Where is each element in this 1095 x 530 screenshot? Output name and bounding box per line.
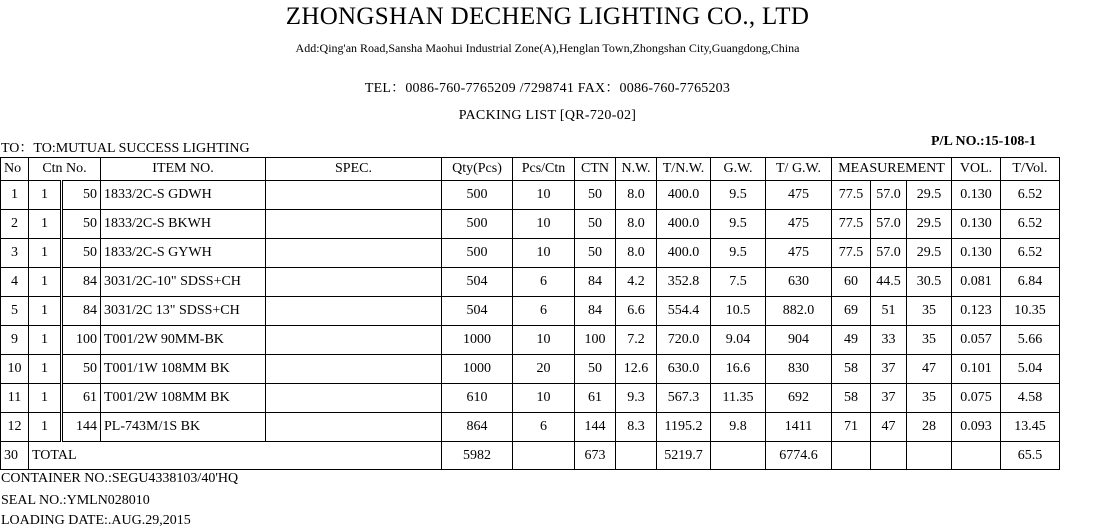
item-no-cell: PL-743M/1S BK <box>101 413 266 442</box>
total-nw-empty <box>616 442 657 470</box>
total-pcs-ctn-empty <box>513 442 575 470</box>
volume-cell: 0.081 <box>952 268 1001 297</box>
gross-weight-cell: 9.8 <box>711 413 766 442</box>
qty-cell: 1000 <box>442 355 513 384</box>
col-header-tnw: T/N.W. <box>657 158 711 181</box>
pcs-per-ctn-cell: 6 <box>513 268 575 297</box>
table-row <box>1 326 1060 355</box>
total-net-weight-cell: 400.0 <box>657 239 711 268</box>
col-header-ctn-no: Ctn No. <box>29 158 101 181</box>
col-header-pcs-ctn: Pcs/Ctn <box>513 158 575 181</box>
total-net-weight: 5219.7 <box>657 442 711 470</box>
col-header-nw: N.W. <box>616 158 657 181</box>
total-volume-cell: 13.45 <box>1001 413 1060 442</box>
col-header-tvol: T/Vol. <box>1001 158 1060 181</box>
total-gross-weight-cell: 475 <box>766 210 832 239</box>
ctn-from-cell: 1 <box>29 384 62 413</box>
total-net-weight-cell: 554.4 <box>657 297 711 326</box>
item-no-cell: T001/2W 90MM-BK <box>101 326 266 355</box>
total-gross-weight-cell: 475 <box>766 239 832 268</box>
item-no-cell: 3031/2C 13" SDSS+CH <box>101 297 266 326</box>
col-header-measurement: MEASUREMENT <box>832 158 952 181</box>
measurement-height-cell: 29.5 <box>907 210 952 239</box>
spec-cell <box>266 355 442 384</box>
gross-weight-cell: 7.5 <box>711 268 766 297</box>
qty-cell: 500 <box>442 181 513 210</box>
table-row <box>1 239 1060 268</box>
measurement-width-cell: 37 <box>871 355 907 384</box>
total-volume-cell: 6.52 <box>1001 181 1060 210</box>
gross-weight-cell: 11.35 <box>711 384 766 413</box>
row-no-cell: 11 <box>1 384 29 413</box>
pcs-per-ctn-cell: 10 <box>513 326 575 355</box>
row-no-cell: 1 <box>1 181 29 210</box>
total-gross-weight-cell: 882.0 <box>766 297 832 326</box>
spec-cell <box>266 413 442 442</box>
pcs-per-ctn-cell: 10 <box>513 239 575 268</box>
row-no-cell: 12 <box>1 413 29 442</box>
gross-weight-cell: 9.5 <box>711 239 766 268</box>
measurement-height-cell: 30.5 <box>907 268 952 297</box>
ctn-count-cell: 50 <box>575 239 616 268</box>
col-header-no: No <box>1 158 29 181</box>
spec-cell <box>266 268 442 297</box>
volume-cell: 0.130 <box>952 210 1001 239</box>
qty-cell: 504 <box>442 268 513 297</box>
measurement-width-cell: 57.0 <box>871 210 907 239</box>
row-no-cell: 5 <box>1 297 29 326</box>
total-net-weight-cell: 630.0 <box>657 355 711 384</box>
measurement-length-cell: 49 <box>832 326 871 355</box>
total-m2-empty <box>871 442 907 470</box>
table-row <box>1 297 1060 326</box>
total-gross-weight-cell: 904 <box>766 326 832 355</box>
pcs-per-ctn-cell: 10 <box>513 384 575 413</box>
measurement-width-cell: 44.5 <box>871 268 907 297</box>
ctn-from-cell: 1 <box>29 355 62 384</box>
total-gw-empty <box>711 442 766 470</box>
col-header-qty: Qty(Pcs) <box>442 158 513 181</box>
gross-weight-cell: 16.6 <box>711 355 766 384</box>
gross-weight-cell: 10.5 <box>711 297 766 326</box>
measurement-length-cell: 71 <box>832 413 871 442</box>
row-no-cell: 10 <box>1 355 29 384</box>
total-volume-cell: 6.84 <box>1001 268 1060 297</box>
packing-table <box>0 157 1060 470</box>
row-no-cell: 9 <box>1 326 29 355</box>
pcs-per-ctn-cell: 6 <box>513 297 575 326</box>
ctn-from-cell: 1 <box>29 239 62 268</box>
qty-cell: 1000 <box>442 326 513 355</box>
measurement-height-cell: 28 <box>907 413 952 442</box>
recipient: TO：TO:MUTUAL SUCCESS LIGHTING <box>1 141 250 156</box>
measurement-length-cell: 58 <box>832 384 871 413</box>
col-header-spec: SPEC. <box>266 158 442 181</box>
spec-cell <box>266 326 442 355</box>
qty-cell: 500 <box>442 210 513 239</box>
col-header-tgw: T/ G.W. <box>766 158 832 181</box>
document-title: PACKING LIST [QR-720-02] <box>458 108 637 123</box>
measurement-width-cell: 57.0 <box>871 181 907 210</box>
net-weight-cell: 8.0 <box>616 239 657 268</box>
measurement-height-cell: 35 <box>907 297 952 326</box>
total-qty: 5982 <box>442 442 513 470</box>
total-gross-weight-cell: 692 <box>766 384 832 413</box>
measurement-height-cell: 35 <box>907 384 952 413</box>
measurement-width-cell: 47 <box>871 413 907 442</box>
qty-cell: 500 <box>442 239 513 268</box>
ctn-count-cell: 144 <box>575 413 616 442</box>
table-row <box>1 355 1060 384</box>
gross-weight-cell: 9.5 <box>711 210 766 239</box>
total-gross-weight: 6774.6 <box>766 442 832 470</box>
total-count: 30 <box>1 442 29 470</box>
net-weight-cell: 8.3 <box>616 413 657 442</box>
table-row <box>1 210 1060 239</box>
spec-cell <box>266 181 442 210</box>
measurement-height-cell: 29.5 <box>907 181 952 210</box>
item-no-cell: 1833/2C-S BKWH <box>101 210 266 239</box>
spec-cell <box>266 297 442 326</box>
seal-number: SEAL NO.:YMLN028010 <box>1 493 150 508</box>
net-weight-cell: 8.0 <box>616 210 657 239</box>
item-no-cell: T001/2W 108MM BK <box>101 384 266 413</box>
ctn-count-cell: 50 <box>575 181 616 210</box>
total-volume-cell: 6.52 <box>1001 210 1060 239</box>
total-volume-cell: 6.52 <box>1001 239 1060 268</box>
total-m3-empty <box>907 442 952 470</box>
total-vol-empty <box>952 442 1001 470</box>
row-no-cell: 2 <box>1 210 29 239</box>
item-no-cell: 3031/2C-10" SDSS+CH <box>101 268 266 297</box>
table-row <box>1 413 1060 442</box>
total-net-weight-cell: 352.8 <box>657 268 711 297</box>
spec-cell <box>266 384 442 413</box>
ctn-from-cell: 1 <box>29 326 62 355</box>
volume-cell: 0.130 <box>952 239 1001 268</box>
total-ctn: 673 <box>575 442 616 470</box>
total-gross-weight-cell: 1411 <box>766 413 832 442</box>
ctn-to-cell: 50 <box>62 181 101 210</box>
volume-cell: 0.093 <box>952 413 1001 442</box>
qty-cell: 504 <box>442 297 513 326</box>
header-row <box>1 158 1060 181</box>
pcs-per-ctn-cell: 6 <box>513 413 575 442</box>
measurement-length-cell: 77.5 <box>832 239 871 268</box>
measurement-width-cell: 57.0 <box>871 239 907 268</box>
total-gross-weight-cell: 630 <box>766 268 832 297</box>
net-weight-cell: 9.3 <box>616 384 657 413</box>
gross-weight-cell: 9.5 <box>711 181 766 210</box>
table-row <box>1 384 1060 413</box>
total-volume-cell: 10.35 <box>1001 297 1060 326</box>
total-gross-weight-cell: 475 <box>766 181 832 210</box>
measurement-length-cell: 58 <box>832 355 871 384</box>
ctn-from-cell: 1 <box>29 210 62 239</box>
total-net-weight-cell: 1195.2 <box>657 413 711 442</box>
net-weight-cell: 12.6 <box>616 355 657 384</box>
ctn-count-cell: 50 <box>575 355 616 384</box>
total-label: TOTAL <box>29 442 442 470</box>
ctn-from-cell: 1 <box>29 297 62 326</box>
volume-cell: 0.123 <box>952 297 1001 326</box>
volume-cell: 0.101 <box>952 355 1001 384</box>
col-header-gw: G.W. <box>711 158 766 181</box>
measurement-width-cell: 37 <box>871 384 907 413</box>
total-m1-empty <box>832 442 871 470</box>
total-volume-cell: 5.04 <box>1001 355 1060 384</box>
measurement-length-cell: 77.5 <box>832 210 871 239</box>
ctn-to-cell: 84 <box>62 268 101 297</box>
ctn-count-cell: 61 <box>575 384 616 413</box>
measurement-width-cell: 33 <box>871 326 907 355</box>
container-number: CONTAINER NO.:SEGU4338103/40'HQ <box>1 471 239 486</box>
measurement-height-cell: 47 <box>907 355 952 384</box>
pcs-per-ctn-cell: 20 <box>513 355 575 384</box>
ctn-to-cell: 144 <box>62 413 101 442</box>
spec-cell <box>266 239 442 268</box>
measurement-length-cell: 77.5 <box>832 181 871 210</box>
ctn-to-cell: 50 <box>62 355 101 384</box>
total-row <box>1 442 1060 470</box>
gross-weight-cell: 9.04 <box>711 326 766 355</box>
total-net-weight-cell: 400.0 <box>657 210 711 239</box>
net-weight-cell: 4.2 <box>616 268 657 297</box>
item-no-cell: 1833/2C-S GYWH <box>101 239 266 268</box>
loading-date: LOADING DATE:.AUG.29,2015 <box>1 513 191 528</box>
ctn-from-cell: 1 <box>29 268 62 297</box>
ctn-from-cell: 1 <box>29 413 62 442</box>
measurement-length-cell: 60 <box>832 268 871 297</box>
volume-cell: 0.057 <box>952 326 1001 355</box>
table-row <box>1 181 1060 210</box>
measurement-width-cell: 51 <box>871 297 907 326</box>
item-no-cell: 1833/2C-S GDWH <box>101 181 266 210</box>
ctn-to-cell: 100 <box>62 326 101 355</box>
ctn-to-cell: 50 <box>62 210 101 239</box>
pcs-per-ctn-cell: 10 <box>513 181 575 210</box>
contact-line: TEL：0086-760-7765209 /7298741 FAX：0086-760-7765203 <box>364 81 731 96</box>
pcs-per-ctn-cell: 10 <box>513 210 575 239</box>
ctn-to-cell: 61 <box>62 384 101 413</box>
company-address: Add:Qing'an Road,Sansha Maohui Industrial Zone(A),Henglan Town,Zhongshan City,Guangdong,China <box>295 41 800 55</box>
measurement-height-cell: 35 <box>907 326 952 355</box>
net-weight-cell: 7.2 <box>616 326 657 355</box>
col-header-item-no: ITEM NO. <box>101 158 266 181</box>
ctn-count-cell: 50 <box>575 210 616 239</box>
total-volume-cell: 4.58 <box>1001 384 1060 413</box>
pl-number: P/L NO.:15-108-1 <box>931 134 1036 149</box>
total-volume: 65.5 <box>1001 442 1060 470</box>
ctn-count-cell: 84 <box>575 297 616 326</box>
row-no-cell: 4 <box>1 268 29 297</box>
measurement-height-cell: 29.5 <box>907 239 952 268</box>
ctn-count-cell: 84 <box>575 268 616 297</box>
ctn-from-cell: 1 <box>29 181 62 210</box>
net-weight-cell: 8.0 <box>616 181 657 210</box>
total-net-weight-cell: 720.0 <box>657 326 711 355</box>
row-no-cell: 3 <box>1 239 29 268</box>
measurement-length-cell: 69 <box>832 297 871 326</box>
col-header-ctn: CTN <box>575 158 616 181</box>
net-weight-cell: 6.6 <box>616 297 657 326</box>
ctn-to-cell: 50 <box>62 239 101 268</box>
qty-cell: 864 <box>442 413 513 442</box>
total-volume-cell: 5.66 <box>1001 326 1060 355</box>
volume-cell: 0.075 <box>952 384 1001 413</box>
ctn-to-cell: 84 <box>62 297 101 326</box>
spec-cell <box>266 210 442 239</box>
total-gross-weight-cell: 830 <box>766 355 832 384</box>
table-row <box>1 268 1060 297</box>
qty-cell: 610 <box>442 384 513 413</box>
volume-cell: 0.130 <box>952 181 1001 210</box>
col-header-vol: VOL. <box>952 158 1001 181</box>
total-net-weight-cell: 400.0 <box>657 181 711 210</box>
total-net-weight-cell: 567.3 <box>657 384 711 413</box>
item-no-cell: T001/1W 108MM BK <box>101 355 266 384</box>
ctn-count-cell: 100 <box>575 326 616 355</box>
company-name: ZHONGSHAN DECHENG LIGHTING CO., LTD <box>285 3 810 30</box>
